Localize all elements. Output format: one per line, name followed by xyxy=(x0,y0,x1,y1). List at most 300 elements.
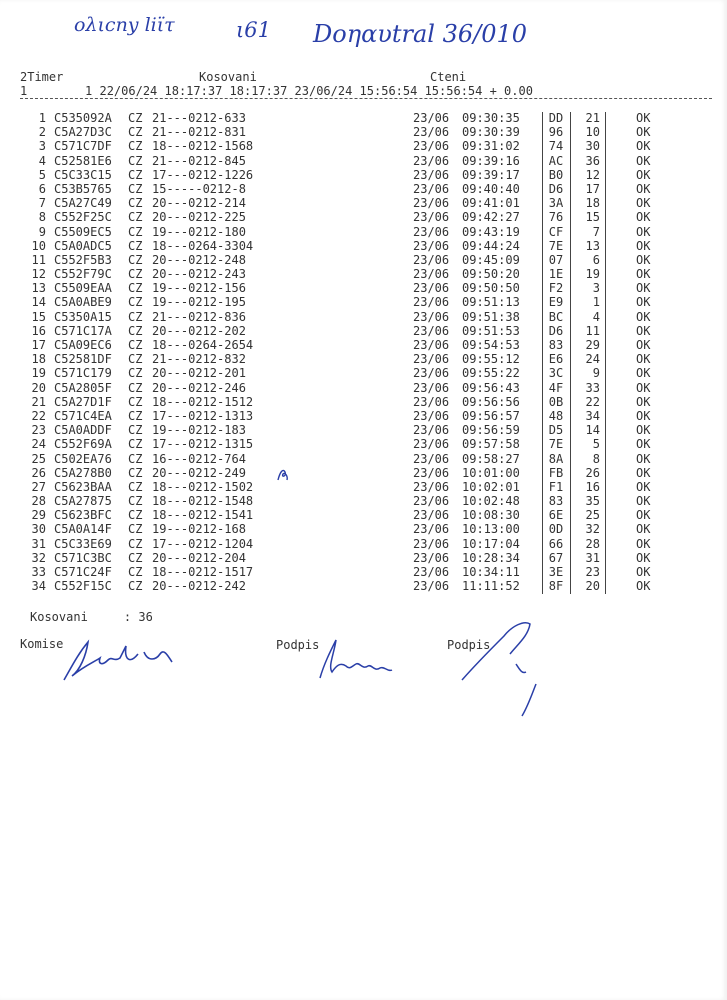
read-time: 09:56:43 xyxy=(462,380,520,395)
hex-code: E9 xyxy=(548,295,564,310)
runner-code: 20---0212-225 xyxy=(152,210,246,225)
chip-id: C552F5B3 xyxy=(54,252,112,267)
read-time: 09:51:53 xyxy=(462,323,520,338)
chip-id: C5A27C49 xyxy=(54,196,112,211)
read-time: 09:39:17 xyxy=(462,167,520,182)
chip-id: C571C179 xyxy=(54,366,112,381)
read-time: 09:30:39 xyxy=(462,125,520,140)
read-time: 11:11:52 xyxy=(462,579,520,594)
runner-code: 18---0212-1548 xyxy=(152,494,254,509)
row-number: 21 xyxy=(31,394,46,409)
status-text: OK xyxy=(636,565,651,579)
chip-id: C5A09EC6 xyxy=(54,338,112,352)
count-value: 6 xyxy=(592,252,600,267)
row-number: 5 xyxy=(38,167,46,182)
read-time: 09:45:09 xyxy=(462,252,520,267)
read-date: 23/06 xyxy=(413,167,450,182)
row-number: 13 xyxy=(31,281,46,296)
read-time: 09:56:56 xyxy=(462,394,520,409)
hex-code: 66 xyxy=(548,536,564,551)
hex-code: CF xyxy=(548,224,564,239)
read-date: 23/06 xyxy=(413,550,450,565)
row-number: 29 xyxy=(31,508,46,523)
count-value: 1 xyxy=(592,295,600,310)
country-code: CZ xyxy=(128,366,143,381)
read-date: 23/06 xyxy=(413,579,450,594)
read-date: 23/06 xyxy=(413,196,450,211)
read-date: 23/06 xyxy=(413,210,450,225)
chip-id: C53B5765 xyxy=(54,181,112,196)
hex-code: AC xyxy=(548,153,564,168)
country-code: CZ xyxy=(128,394,143,409)
count-value: 13 xyxy=(585,238,600,253)
hex-code: E6 xyxy=(548,352,564,367)
row-number: 16 xyxy=(31,323,46,338)
read-date: 23/06 xyxy=(413,295,450,310)
chip-id: C5623BAA xyxy=(54,479,112,494)
count-value: 29 xyxy=(585,338,600,352)
column-divider xyxy=(570,112,571,594)
row-number: 1 xyxy=(38,111,46,125)
runner-code: 18---0212-1512 xyxy=(152,394,254,409)
signature-komise xyxy=(60,636,180,686)
count-value: 8 xyxy=(592,451,600,466)
country-code: CZ xyxy=(128,111,143,125)
count-value: 3 xyxy=(592,281,600,296)
podpis-label-2: Podpis xyxy=(447,638,491,652)
count-value: 17 xyxy=(585,181,600,196)
count-value: 20 xyxy=(585,579,600,594)
status-text: OK xyxy=(636,423,651,438)
read-date: 23/06 xyxy=(413,494,450,509)
hex-code: 67 xyxy=(548,550,564,565)
count-value: 33 xyxy=(585,380,600,395)
chip-id: C5C33E69 xyxy=(54,536,112,551)
read-date: 23/06 xyxy=(413,536,450,551)
country-code: CZ xyxy=(128,238,143,253)
read-date: 23/06 xyxy=(413,451,450,466)
chip-id: C5A27875 xyxy=(54,494,112,509)
read-date: 23/06 xyxy=(413,153,450,168)
country-code: CZ xyxy=(128,550,143,565)
read-time: 09:39:16 xyxy=(462,153,520,168)
country-code: CZ xyxy=(128,536,143,551)
runner-code: 21---0212-832 xyxy=(152,352,246,367)
chip-id: C52581E6 xyxy=(54,153,112,168)
row-number: 12 xyxy=(31,267,46,282)
read-time: 09:54:53 xyxy=(462,338,520,352)
hex-code: 1E xyxy=(548,267,564,282)
count-value: 16 xyxy=(585,479,600,494)
chip-id: C552F25C xyxy=(54,210,112,225)
hex-code: 7E xyxy=(548,437,564,452)
row-number: 20 xyxy=(31,380,46,395)
read-time: 09:42:27 xyxy=(462,210,520,225)
read-date: 23/06 xyxy=(413,423,450,438)
runner-code: 17---0212-1226 xyxy=(152,167,254,182)
count-value: 12 xyxy=(585,167,600,182)
count-value: 25 xyxy=(585,508,600,523)
runner-code: 19---0212-180 xyxy=(152,224,246,239)
row-number: 10 xyxy=(31,238,46,253)
count-value: 7 xyxy=(592,224,600,239)
count-value: 30 xyxy=(585,139,600,154)
count-value: 10 xyxy=(585,125,600,140)
status-text: OK xyxy=(636,579,651,594)
read-date: 23/06 xyxy=(413,181,450,196)
status-text: OK xyxy=(636,451,651,466)
runner-code: 20---0212-201 xyxy=(152,366,246,381)
runner-code: 20---0212-204 xyxy=(152,550,246,565)
handwritten-header-left: ολιcny liϊτ xyxy=(74,14,175,36)
read-time: 09:55:22 xyxy=(462,366,520,381)
hex-code: F1 xyxy=(548,479,564,494)
country-code: CZ xyxy=(128,210,143,225)
status-text: OK xyxy=(636,196,651,211)
chip-id: C5A0ADC5 xyxy=(54,238,112,253)
read-date: 23/06 xyxy=(413,394,450,409)
row-number: 9 xyxy=(38,224,46,239)
status-text: OK xyxy=(636,437,651,452)
row-number: 32 xyxy=(31,550,46,565)
read-time: 09:56:59 xyxy=(462,423,520,438)
hex-code: 8A xyxy=(548,451,564,466)
status-text: OK xyxy=(636,252,651,267)
runner-code: 18---0212-1541 xyxy=(152,508,254,523)
status-text: OK xyxy=(636,522,651,537)
count-value: 11 xyxy=(585,323,600,338)
row-number: 25 xyxy=(31,451,46,466)
count-value: 32 xyxy=(585,522,600,537)
country-code: CZ xyxy=(128,508,143,523)
chip-id: C5509EAA xyxy=(54,281,112,296)
status-text: OK xyxy=(636,479,651,494)
runner-code: 20---0212-248 xyxy=(152,252,246,267)
count-value: 15 xyxy=(585,210,600,225)
country-code: CZ xyxy=(128,167,143,182)
count-value: 9 xyxy=(592,366,600,381)
chip-id: C5509EC5 xyxy=(54,224,112,239)
chip-id: C552F15C xyxy=(54,579,112,594)
count-value: 14 xyxy=(585,423,600,438)
row-number: 28 xyxy=(31,494,46,509)
count-value: 31 xyxy=(585,550,600,565)
read-time: 09:50:50 xyxy=(462,281,520,296)
runner-code: 18---0264-2654 xyxy=(152,338,254,352)
country-code: CZ xyxy=(128,352,143,367)
count-line: Kosovani : 36 xyxy=(30,610,153,624)
status-text: OK xyxy=(636,338,651,352)
chip-id: C552F79C xyxy=(54,267,112,282)
status-text: OK xyxy=(636,494,651,509)
row-number: 27 xyxy=(31,479,46,494)
status-text: OK xyxy=(636,366,651,381)
chip-id: C5A278B0 xyxy=(54,465,112,480)
read-time: 10:13:00 xyxy=(462,522,520,537)
row-number: 34 xyxy=(31,579,46,594)
read-date: 23/06 xyxy=(413,408,450,423)
header-summary-line: 1 1 22/06/24 18:17:37 18:17:37 23/06/24 15:56:54 15:56:54 + 0.00 xyxy=(20,84,533,98)
chip-id: C571C3BC xyxy=(54,550,112,565)
count-value: 23 xyxy=(585,565,600,579)
row-number: 24 xyxy=(31,437,46,452)
read-date: 23/06 xyxy=(413,508,450,523)
chip-id: C5A0ABE9 xyxy=(54,295,112,310)
read-date: 23/06 xyxy=(413,522,450,537)
country-code: CZ xyxy=(128,295,143,310)
read-time: 09:31:02 xyxy=(462,139,520,154)
count-value: 4 xyxy=(592,309,600,324)
read-time: 09:55:12 xyxy=(462,352,520,367)
read-time: 09:51:13 xyxy=(462,295,520,310)
runner-code: 15-----0212-8 xyxy=(152,181,246,196)
runner-code: 21---0212-836 xyxy=(152,309,246,324)
runner-code: 20---0212-214 xyxy=(152,196,246,211)
row-number: 30 xyxy=(31,522,46,537)
runner-code: 20---0212-243 xyxy=(152,267,246,282)
country-code: CZ xyxy=(128,408,143,423)
hex-code: 3A xyxy=(548,196,564,211)
runner-code: 17---0212-1313 xyxy=(152,408,254,423)
status-text: OK xyxy=(636,536,651,551)
hex-code: 4F xyxy=(548,380,564,395)
status-text: OK xyxy=(636,281,651,296)
chip-id: C571C17A xyxy=(54,323,112,338)
read-time: 09:50:20 xyxy=(462,267,520,282)
read-time: 09:43:19 xyxy=(462,224,520,239)
country-code: CZ xyxy=(128,522,143,537)
country-code: CZ xyxy=(128,153,143,168)
runner-code: 19---0212-195 xyxy=(152,295,246,310)
runner-code: 20---0212-249 xyxy=(152,465,246,480)
country-code: CZ xyxy=(128,437,143,452)
read-label: Cteni xyxy=(430,70,467,84)
count-value: 36 xyxy=(585,153,600,168)
row-number: 23 xyxy=(31,423,46,438)
komise-label: Komise xyxy=(20,637,64,651)
count-value: 26 xyxy=(585,465,600,480)
read-date: 23/06 xyxy=(413,565,450,579)
chip-id: C571C4EA xyxy=(54,408,112,423)
country-code: CZ xyxy=(128,451,143,466)
hex-code: 8F xyxy=(548,579,564,594)
row-number: 14 xyxy=(31,295,46,310)
hex-code: 83 xyxy=(548,338,564,352)
runner-code: 18---0264-3304 xyxy=(152,238,254,253)
hex-code: 6E xyxy=(548,508,564,523)
read-date: 23/06 xyxy=(413,252,450,267)
row-number: 6 xyxy=(38,181,46,196)
ink-mark xyxy=(275,466,291,484)
chip-id: C5350A15 xyxy=(54,309,112,324)
status-text: OK xyxy=(636,111,651,125)
read-time: 10:28:34 xyxy=(462,550,520,565)
row-number: 18 xyxy=(31,352,46,367)
runner-code: 19---0212-168 xyxy=(152,522,246,537)
read-time: 09:51:38 xyxy=(462,309,520,324)
country-code: CZ xyxy=(128,380,143,395)
runner-code: 20---0212-202 xyxy=(152,323,246,338)
read-date: 23/06 xyxy=(413,238,450,253)
hex-code: 83 xyxy=(548,494,564,509)
runner-code: 18---0212-1517 xyxy=(152,565,254,579)
row-number: 11 xyxy=(31,252,46,267)
read-date: 23/06 xyxy=(413,366,450,381)
status-text: OK xyxy=(636,323,651,338)
hex-code: D6 xyxy=(548,323,564,338)
read-time: 09:41:01 xyxy=(462,196,520,211)
hex-code: BC xyxy=(548,309,564,324)
country-code: CZ xyxy=(128,267,143,282)
runner-code: 20---0212-246 xyxy=(152,380,246,395)
hex-code: 3C xyxy=(548,366,564,381)
hex-code: 0D xyxy=(548,522,564,537)
read-time: 10:01:00 xyxy=(462,465,520,480)
place-name: Kosovani xyxy=(199,70,257,84)
read-time: 10:02:48 xyxy=(462,494,520,509)
read-date: 23/06 xyxy=(413,479,450,494)
runner-code: 18---0212-1568 xyxy=(152,139,254,154)
read-date: 23/06 xyxy=(413,309,450,324)
chip-id: C5A27D1F xyxy=(54,394,112,409)
runner-code: 19---0212-183 xyxy=(152,423,246,438)
country-code: CZ xyxy=(128,565,143,579)
status-text: OK xyxy=(636,267,651,282)
read-date: 23/06 xyxy=(413,323,450,338)
program-name: 2Timer xyxy=(20,70,64,84)
count-value: 21 xyxy=(585,111,600,125)
read-time: 09:40:40 xyxy=(462,181,520,196)
hex-code: 76 xyxy=(548,210,564,225)
status-text: OK xyxy=(636,139,651,154)
status-text: OK xyxy=(636,295,651,310)
status-text: OK xyxy=(636,465,651,480)
hex-code: 07 xyxy=(548,252,564,267)
hex-code: B0 xyxy=(548,167,564,182)
country-code: CZ xyxy=(128,281,143,296)
count-value: 24 xyxy=(585,352,600,367)
read-date: 23/06 xyxy=(413,352,450,367)
country-code: CZ xyxy=(128,309,143,324)
country-code: CZ xyxy=(128,252,143,267)
hex-code: D5 xyxy=(548,423,564,438)
handwritten-header-middle: ι61 xyxy=(236,18,271,42)
count-value: 5 xyxy=(592,437,600,452)
chip-id: C552F69A xyxy=(54,437,112,452)
chip-id: C571C7DF xyxy=(54,139,112,154)
read-time: 09:57:58 xyxy=(462,437,520,452)
read-time: 10:34:11 xyxy=(462,565,520,579)
country-code: CZ xyxy=(128,323,143,338)
read-date: 23/06 xyxy=(413,267,450,282)
status-text: OK xyxy=(636,352,651,367)
row-number: 7 xyxy=(38,196,46,211)
runner-code: 21---0212-633 xyxy=(152,111,246,125)
read-date: 23/06 xyxy=(413,465,450,480)
runner-code: 17---0212-1204 xyxy=(152,536,254,551)
row-number: 15 xyxy=(31,309,46,324)
chip-id: C5A2805F xyxy=(54,380,112,395)
signature-podpis-1 xyxy=(318,636,398,686)
read-date: 23/06 xyxy=(413,224,450,239)
read-date: 23/06 xyxy=(413,111,450,125)
runner-code: 20---0212-242 xyxy=(152,579,246,594)
row-number: 22 xyxy=(31,408,46,423)
read-time: 09:44:24 xyxy=(462,238,520,253)
count-value: 35 xyxy=(585,494,600,509)
status-text: OK xyxy=(636,408,651,423)
hex-code: 3E xyxy=(548,565,564,579)
chip-id: C5C33C15 xyxy=(54,167,112,182)
country-code: CZ xyxy=(128,465,143,480)
count-value: 18 xyxy=(585,196,600,211)
count-value: 19 xyxy=(585,267,600,282)
status-text: OK xyxy=(636,238,651,253)
read-time: 10:17:04 xyxy=(462,536,520,551)
row-number: 8 xyxy=(38,210,46,225)
status-text: OK xyxy=(636,224,651,239)
read-time: 09:58:27 xyxy=(462,451,520,466)
hex-code: F2 xyxy=(548,281,564,296)
read-date: 23/06 xyxy=(413,139,450,154)
read-date: 23/06 xyxy=(413,281,450,296)
runner-code: 21---0212-831 xyxy=(152,125,246,140)
status-text: OK xyxy=(636,210,651,225)
chip-id: C52581DF xyxy=(54,352,112,367)
hex-code: 74 xyxy=(548,139,564,154)
read-time: 09:30:35 xyxy=(462,111,520,125)
row-number: 2 xyxy=(38,125,46,140)
chip-id: C5623BFC xyxy=(54,508,112,523)
row-number: 3 xyxy=(38,139,46,154)
chip-id: C5A0A14F xyxy=(54,522,112,537)
podpis-label-1: Podpis xyxy=(276,638,320,652)
row-number: 31 xyxy=(31,536,46,551)
read-time: 10:02:01 xyxy=(462,479,520,494)
chip-id: C571C24F xyxy=(54,565,112,579)
separator-line xyxy=(20,98,712,99)
handwritten-header-right: Doηαυtral 36/010 xyxy=(313,20,528,48)
column-divider xyxy=(605,112,606,594)
row-number: 26 xyxy=(31,465,46,480)
status-text: OK xyxy=(636,309,651,324)
read-time: 09:56:57 xyxy=(462,408,520,423)
country-code: CZ xyxy=(128,494,143,509)
hex-code: DD xyxy=(548,111,564,125)
runner-code: 16---0212-764 xyxy=(152,451,246,466)
signature-podpis-2 xyxy=(456,614,546,719)
read-date: 23/06 xyxy=(413,380,450,395)
row-number: 4 xyxy=(38,153,46,168)
country-code: CZ xyxy=(128,125,143,140)
runner-code: 18---0212-1502 xyxy=(152,479,254,494)
status-text: OK xyxy=(636,394,651,409)
row-number: 33 xyxy=(31,565,46,579)
hex-code: 48 xyxy=(548,408,564,423)
status-text: OK xyxy=(636,167,651,182)
chip-id: C5A27D3C xyxy=(54,125,112,140)
read-date: 23/06 xyxy=(413,125,450,140)
country-code: CZ xyxy=(128,139,143,154)
read-date: 23/06 xyxy=(413,437,450,452)
country-code: CZ xyxy=(128,423,143,438)
row-number: 19 xyxy=(31,366,46,381)
status-text: OK xyxy=(636,153,651,168)
row-number: 17 xyxy=(31,338,46,352)
column-divider xyxy=(542,112,543,594)
hex-code: 96 xyxy=(548,125,564,140)
status-text: OK xyxy=(636,508,651,523)
